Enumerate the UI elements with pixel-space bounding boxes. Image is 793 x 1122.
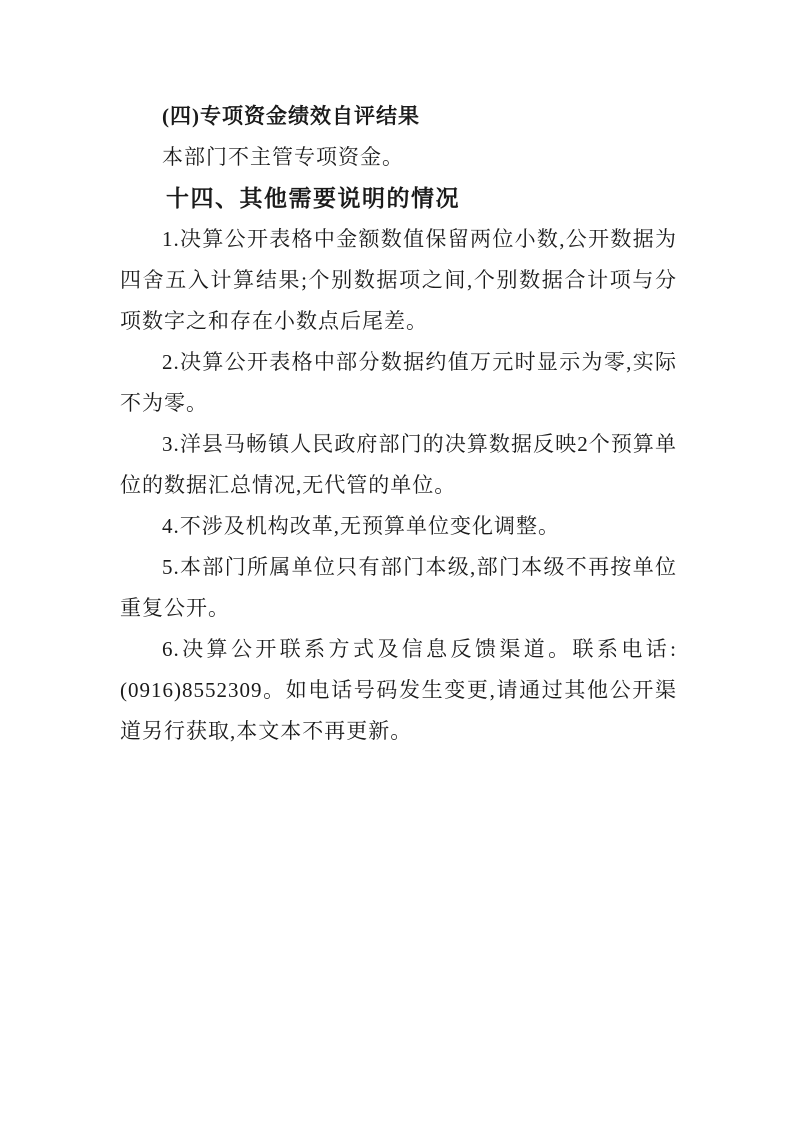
note-budget-units-summary: 3.洋县马畅镇人民政府部门的决算数据反映2个预算单位的数据汇总情况,无代管的单位。 xyxy=(120,432,677,497)
note-zero-display: 2.决算公开表格中部分数据约值万元时显示为零,实际不为零。 xyxy=(120,350,677,415)
note-rounding-tail-difference: 1.决算公开表格中金额数值保留两位小数,公开数据为四舍五入计算结果;个别数据项之间,个别数据合计项与分项数字之和存在小数点后尾差。 xyxy=(120,227,677,333)
heading-special-funds-self-evaluation: (四)专项资金绩效自评结果 xyxy=(162,104,420,128)
para-no-special-funds: 本部门不主管专项资金。 xyxy=(162,145,404,169)
document-body xyxy=(120,96,677,752)
note-no-duplicate-disclosure: 5.本部门所属单位只有部门本级,部门本级不再按单位重复公开。 xyxy=(120,555,677,620)
heading-other-situations: 十四、其他需要说明的情况 xyxy=(166,185,460,211)
note-contact-feedback-channel: 6.决算公开联系方式及信息反馈渠道。联系电话:(0916)8552309。如电话号码发生变更,请通过其他公开渠道另行获取,本文本不再更新。 xyxy=(120,637,677,743)
note-no-institutional-reform: 4.不涉及机构改革,无预算单位变化调整。 xyxy=(162,514,560,538)
